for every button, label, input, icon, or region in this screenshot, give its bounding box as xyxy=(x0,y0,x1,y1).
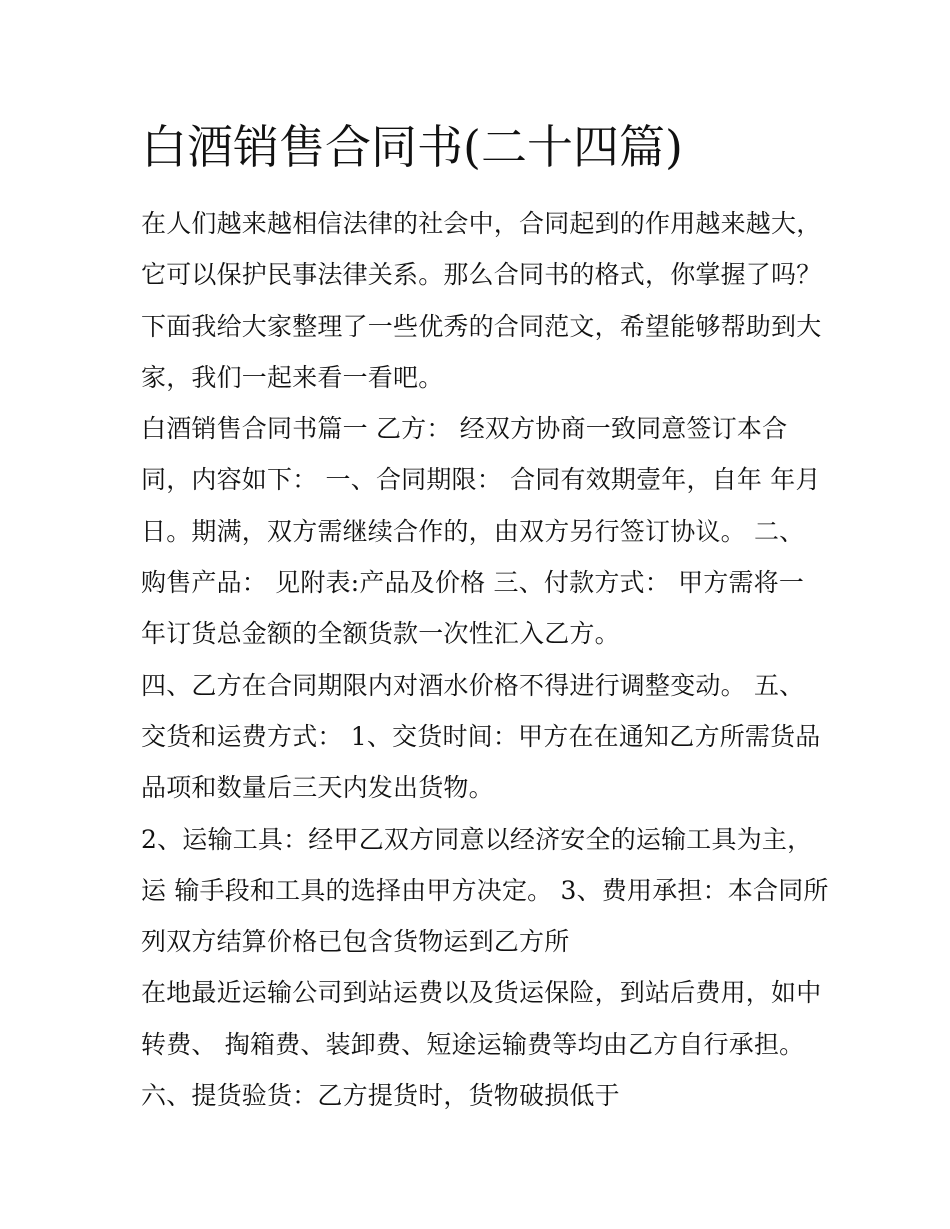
text-line: 日。期满，双方需继续合作的，由双方另行签订协议。 二、 xyxy=(141,516,805,546)
text-line: 列双方结算价格已包含货物运到乙方所 xyxy=(141,927,570,957)
text-line: 六、提货验货：乙方提货时，货物破损低于 xyxy=(141,1081,620,1111)
text-line: 转费、 掏箱费、装卸费、短途运输费等均由乙方自行承担。 xyxy=(141,1029,805,1059)
text-line: 品项和数量后三天内发出货物。 xyxy=(141,773,494,803)
text-line: 运 输手段和工具的选择由甲方决定。 3、费用承担：本合同所 xyxy=(141,875,829,905)
text-line: 交货和运费方式： 1、交货时间：甲方在在通知乙方所需货品 xyxy=(141,721,821,751)
text-line: 年订货总金额的全额货款一次性汇入乙方。 xyxy=(141,619,620,649)
text-line: 购售产品： 见附表:产品及价格 三、付款方式： 甲方需将一 xyxy=(141,568,805,598)
text-line: 它可以保护民事法律关系。那么合同书的格式，你掌握了吗？ xyxy=(141,260,822,290)
text-line: 在人们越来越相信法律的社会中，合同起到的作用越来越大， xyxy=(141,209,822,238)
document-title: 白酒销售合同书(二十四篇) xyxy=(141,120,683,174)
text-line: 下面我给大家整理了一些优秀的合同范文，希望能够帮助到大 xyxy=(141,311,822,341)
text-line: 四、乙方在合同期限内对酒水价格不得进行调整变动。 五、 xyxy=(141,670,805,700)
text-line: 家，我们一起来看一看吧。 xyxy=(141,362,444,392)
text-line: 在地最近运输公司到站运费以及货运保险，到站后费用，如中 xyxy=(141,978,822,1008)
text-line: 同，内容如下： 一、合同期限： 合同有效期壹年，自年 年月 xyxy=(141,465,821,495)
text-line: 白酒销售合同书篇一 乙方： 经双方协商一致同意签订本合 xyxy=(141,414,788,444)
document-body xyxy=(141,198,829,1121)
text-line: 2、运输工具：经甲乙双方同意以经济安全的运输工具为主， xyxy=(141,824,813,854)
